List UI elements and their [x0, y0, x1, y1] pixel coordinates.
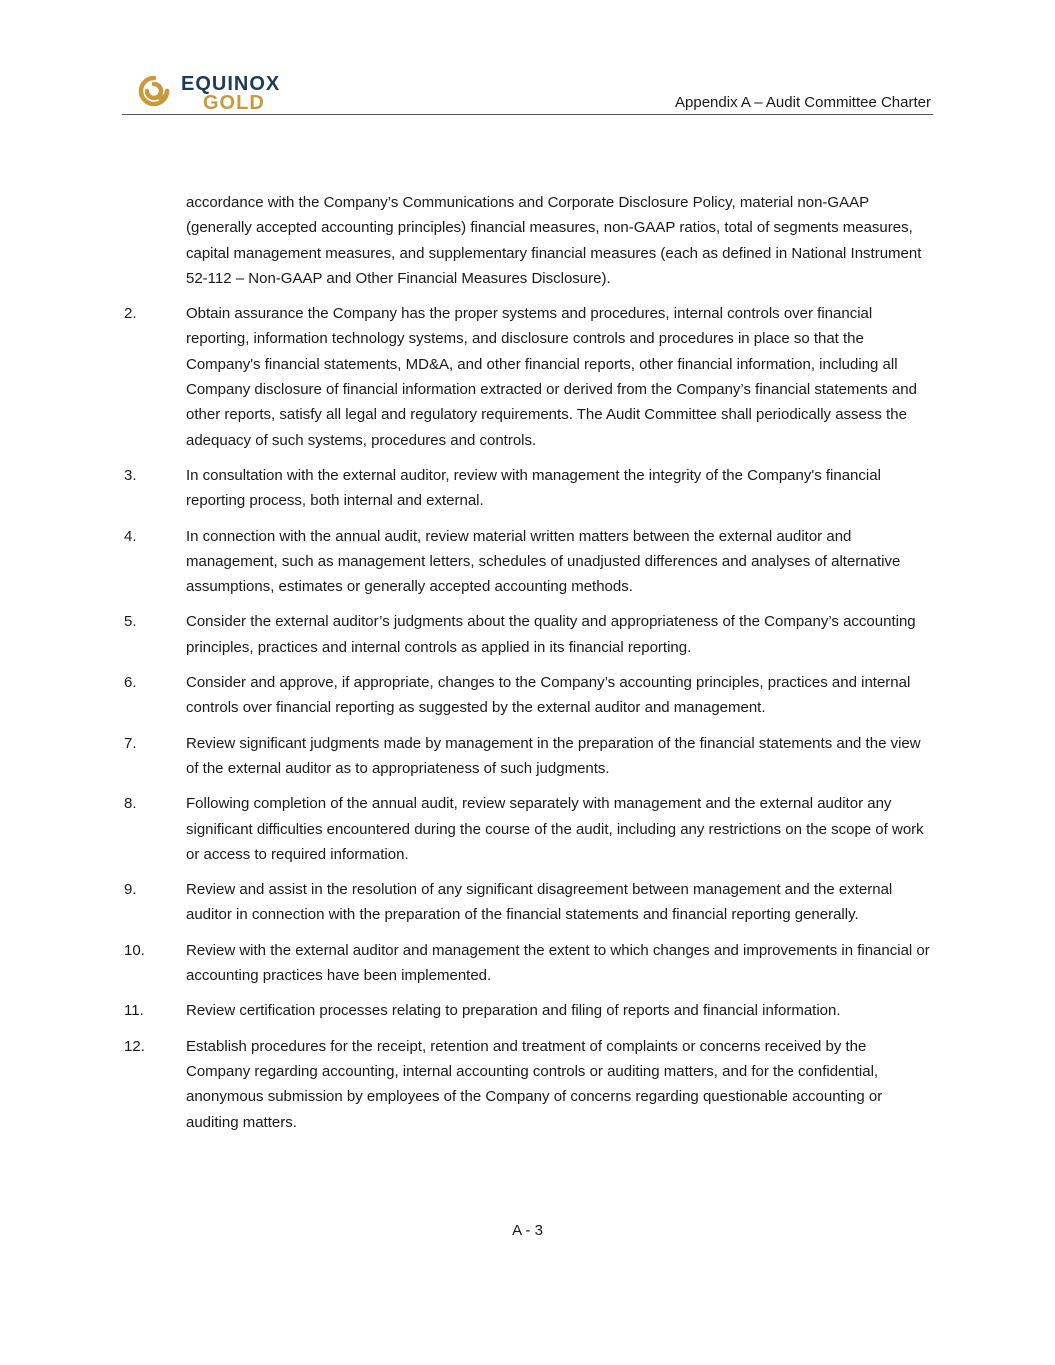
continuation-paragraph: accordance with the Company’s Communications and Corporate Disclosure Policy, material non-GAAP (generally accepted accounting principles) financial measures, non-GAAP ratios, total of segments measures, capital management measures, and supplementary financial measures (each as defined in National Instrument 52-112 – Non-GAAP and Other Financial Measures Disclosure).: [186, 194, 922, 287]
list-item-number: 6.: [124, 674, 137, 692]
list-item-text: Obtain assurance the Company has the proper systems and procedures, internal controls over financial reporting, information technology systems, and disclosure controls and procedures in place so that the Company's financial statements, MD&A, and other financial reports, other financial information, including all Company disclosure of financial information extracted or derived from the Company’s financial statements and other reports, satisfy all legal and regulatory requirements. The Audit Committee shall periodically assess the adequacy of such systems, procedures and controls.: [186, 305, 917, 449]
page-number: A - 3: [512, 1222, 543, 1239]
list-item-number: 7.: [124, 734, 137, 752]
logo-wordmark-bottom: GOLD: [203, 92, 265, 114]
logo-emblem-icon: [133, 72, 175, 114]
list-item-text: Consider and approve, if appropriate, changes to the Company’s accounting principles, practices and internal controls over financial reporting as suggested by the external auditor and management.: [186, 674, 911, 717]
list-item-text: Establish procedures for the receipt, retention and treatment of complaints or concerns received by the Company regarding accounting, internal accounting controls or auditing matters, and for the confidential, anonymous submission by employees of the Company of concerns regarding questionable accounting or auditing matters.: [186, 1037, 883, 1131]
list-item-text: Consider the external auditor’s judgments about the quality and appropriateness of the Company’s accounting principles, practices and internal controls as applied in its financial reporting.: [186, 613, 916, 656]
list-item: [124, 524, 934, 600]
header-divider: [122, 114, 933, 115]
list-item-text: Review certification processes relating to preparation and filing of reports and financial information.: [186, 1002, 841, 1020]
list-item-number: 10.: [124, 941, 145, 959]
list-item: [124, 731, 934, 782]
list-item: [124, 463, 934, 514]
list-item: [124, 609, 934, 660]
list-item-number: 4.: [124, 527, 137, 545]
list-item-number: 5.: [124, 613, 137, 631]
list-item-text: Review and assist in the resolution of any significant disagreement between management and the external auditor in connection with the preparation of the financial statements and financial reporting generally.: [186, 881, 893, 924]
list-item-text: In connection with the annual audit, review material written matters between the external auditor and management, such as management letters, schedules of unadjusted differences and analyses of alternative assumptions, estimates or generally accepted accounting methods.: [186, 527, 901, 596]
numbered-list: [124, 301, 934, 1135]
list-item-number: 3.: [124, 466, 137, 484]
list-item-text: Following completion of the annual audit, review separately with management and the external auditor any significant difficulties encountered during the course of the audit, including any restrictions on the scope of work or access to required information.: [186, 795, 924, 863]
list-item-text: In consultation with the external auditor, review with management the integrity of the Company's financial reporting process, both internal and external.: [186, 466, 881, 510]
list-item: [124, 998, 934, 1023]
list-item-number: 2.: [124, 305, 137, 323]
document-body: [124, 190, 934, 1145]
list-item-text: Review significant judgments made by management in the preparation of the financial statements and the view of the external auditor as to appropriateness of such judgments.: [186, 734, 921, 777]
list-item-number: 8.: [124, 795, 137, 813]
list-item: [124, 938, 934, 989]
list-item: [124, 1034, 934, 1135]
list-item: [124, 877, 934, 928]
list-item-number: 11.: [124, 1002, 144, 1020]
list-item: [124, 301, 934, 453]
list-item: [124, 670, 934, 721]
list-item: [124, 791, 934, 867]
company-logo: [133, 72, 303, 114]
list-item-number: 12.: [124, 1037, 145, 1055]
header-title: Appendix A – Audit Committee Charter: [675, 94, 931, 111]
list-item-number: 9.: [124, 881, 137, 899]
logo-wordmark-top: EQUINOX: [181, 73, 281, 95]
list-item-text: Review with the external auditor and management the extent to which changes and improvements in financial or accounting practices have been implemented.: [186, 941, 930, 985]
